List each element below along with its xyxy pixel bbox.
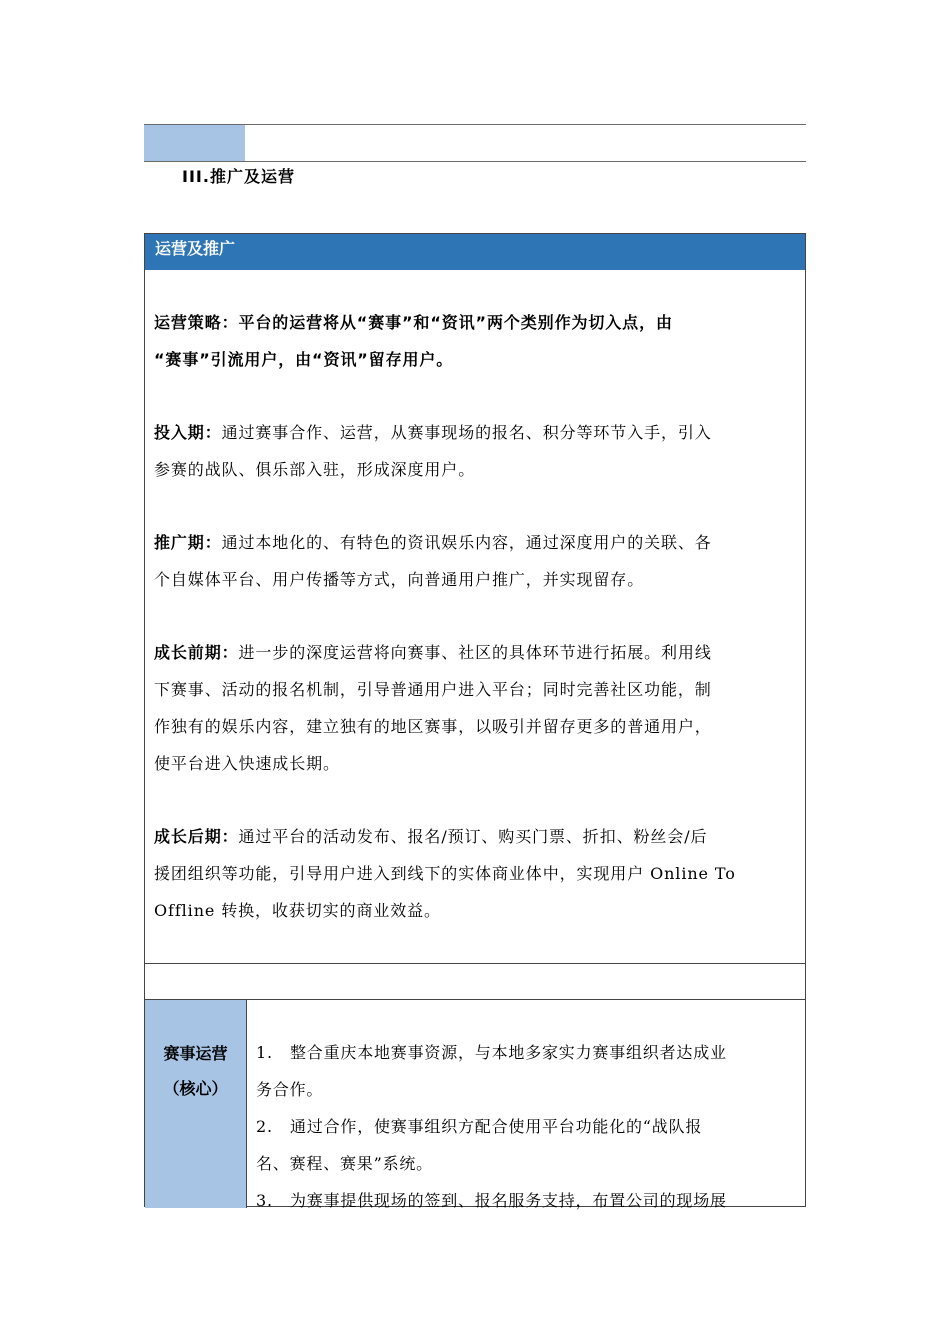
phase-text: 通过赛事合作、运营，从赛事现场的报名、积分等环节入手，引入 xyxy=(221,423,712,442)
phase-text: 援团组织等功能，引导用户进入到线下的实体商业体中，实现用户 Online To xyxy=(154,864,736,883)
phase-label: 投入期： xyxy=(154,423,222,442)
strategy-paragraph xyxy=(154,304,799,378)
event-ops-list xyxy=(256,1034,801,1219)
strategy-line-1: 运营策略：平台的运营将从“赛事”和“资讯”两个类别作为切入点，由 xyxy=(154,313,673,332)
phase-text: 参赛的战队、俱乐部入驻，形成深度用户。 xyxy=(154,460,476,479)
phase-paragraph-investment xyxy=(154,414,799,488)
section-heading: III.推广及运营 xyxy=(182,167,295,186)
phase-text: 通过平台的活动发布、报名/预订、购买门票、折扣、粉丝会/后 xyxy=(238,827,708,846)
list-number: 1. xyxy=(256,1043,273,1062)
phase-paragraph-promotion xyxy=(154,524,799,598)
side-label-subtitle: （核心） xyxy=(163,1079,228,1098)
list-text: 整合重庆本地赛事资源，与本地多家实力赛事组织者达成业 xyxy=(290,1043,727,1062)
list-item xyxy=(256,1108,801,1182)
side-label-cell xyxy=(145,1000,246,1208)
list-item xyxy=(256,1182,801,1219)
phase-text: 通过本地化的、有特色的资讯娱乐内容，通过深度用户的关联、各 xyxy=(221,533,712,552)
list-text: 务合作。 xyxy=(256,1080,324,1099)
phase-text: 下赛事、活动的报名机制，引导普通用户进入平台；同时完善社区功能，制 xyxy=(154,680,712,699)
list-number: 3. xyxy=(256,1191,273,1210)
strategy-content xyxy=(154,270,799,929)
operations-table xyxy=(144,233,806,1210)
column-divider xyxy=(246,1000,247,1208)
phase-text: Offline 转换，收获切实的商业效益。 xyxy=(154,901,441,920)
phase-paragraph-early-growth xyxy=(154,634,799,782)
header-accent-block xyxy=(144,125,245,161)
list-text: 通过合作，使赛事组织方配合使用平台功能化的“战队报 xyxy=(290,1117,703,1136)
phase-label: 推广期： xyxy=(154,533,222,552)
phase-label: 成长后期： xyxy=(154,827,239,846)
phase-text: 作独有的娱乐内容，建立独有的地区赛事，以吸引并留存更多的普通用户， xyxy=(154,717,712,736)
phase-text: 个自媒体平台、用户传播等方式，向普通用户推广，并实现留存。 xyxy=(154,570,645,589)
phase-label: 成长前期： xyxy=(154,643,239,662)
list-number: 2. xyxy=(256,1117,273,1136)
list-text: 为赛事提供现场的签到、报名服务支持，布置公司的现场展 xyxy=(290,1191,727,1210)
side-label-title: 赛事运营 xyxy=(163,1044,228,1063)
header-bar xyxy=(144,124,806,162)
table-header: 运营及推广 xyxy=(145,234,805,270)
list-item xyxy=(256,1034,801,1108)
phase-text: 进一步的深度运营将向赛事、社区的具体环节进行拓展。利用线 xyxy=(238,643,712,662)
phase-text: 使平台进入快速成长期。 xyxy=(154,754,340,773)
phase-paragraph-late-growth xyxy=(154,818,799,929)
strategy-line-2: “赛事”引流用户，由“资讯”留存用户。 xyxy=(154,350,454,369)
list-text: 名、赛程、赛果”系统。 xyxy=(256,1154,433,1173)
row-divider xyxy=(145,963,805,964)
